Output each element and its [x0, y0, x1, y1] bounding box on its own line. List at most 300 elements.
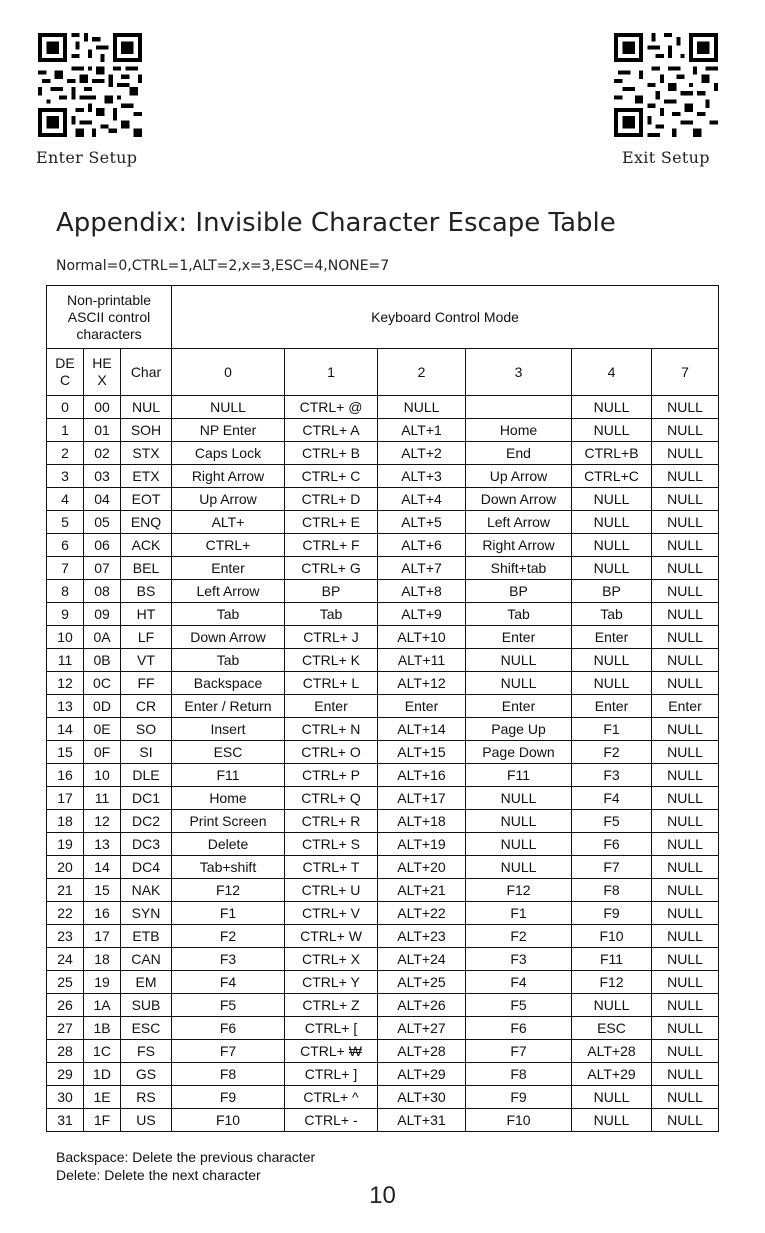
cell-dec: 11	[47, 649, 84, 672]
cell-char: ETB	[121, 925, 172, 948]
cell-dec: 30	[47, 1086, 84, 1109]
cell-mode-0: Right Arrow	[172, 465, 285, 488]
cell-mode-2: ALT+28	[378, 1040, 466, 1063]
cell-mode-7: NULL	[652, 511, 719, 534]
cell-dec: 14	[47, 718, 84, 741]
cell-mode-1: CTRL+ P	[285, 764, 378, 787]
cell-mode-3: End	[466, 442, 572, 465]
cell-char: DLE	[121, 764, 172, 787]
col-header-mode-1: 1	[285, 349, 378, 396]
cell-mode-1: CTRL+ Y	[285, 971, 378, 994]
cell-dec: 28	[47, 1040, 84, 1063]
cell-mode-4: F2	[572, 741, 652, 764]
cell-mode-0: ALT+	[172, 511, 285, 534]
cell-mode-4: NULL	[572, 534, 652, 557]
cell-mode-7: NULL	[652, 1109, 719, 1132]
cell-mode-7: NULL	[652, 488, 719, 511]
cell-mode-2: ALT+31	[378, 1109, 466, 1132]
cell-char: BEL	[121, 557, 172, 580]
cell-char: DC2	[121, 810, 172, 833]
cell-hex: 1A	[84, 994, 121, 1017]
cell-mode-0: Enter	[172, 557, 285, 580]
cell-mode-7: NULL	[652, 580, 719, 603]
cell-dec: 19	[47, 833, 84, 856]
cell-mode-1: CTRL+ [	[285, 1017, 378, 1040]
cell-mode-7: Enter	[652, 695, 719, 718]
cell-hex: 04	[84, 488, 121, 511]
cell-mode-3: F9	[466, 1086, 572, 1109]
cell-mode-4: F8	[572, 879, 652, 902]
table-row	[47, 534, 719, 557]
cell-mode-3: Page Down	[466, 741, 572, 764]
cell-mode-2: ALT+12	[378, 672, 466, 695]
cell-mode-1: CTRL+ S	[285, 833, 378, 856]
cell-mode-1: CTRL+ -	[285, 1109, 378, 1132]
cell-mode-7: NULL	[652, 833, 719, 856]
cell-mode-3: NULL	[466, 649, 572, 672]
cell-mode-0: F5	[172, 994, 285, 1017]
col-header-mode-2: 2	[378, 349, 466, 396]
cell-mode-0: NULL	[172, 396, 285, 419]
cell-mode-1: CTRL+ E	[285, 511, 378, 534]
cell-dec: 15	[47, 741, 84, 764]
table-row	[47, 695, 719, 718]
col-header-hex-text: HE X	[92, 355, 112, 388]
note-delete: Delete: Delete the next character	[56, 1167, 261, 1183]
cell-hex: 16	[84, 902, 121, 925]
cell-mode-3: Right Arrow	[466, 534, 572, 557]
cell-char: SI	[121, 741, 172, 764]
cell-mode-0: F11	[172, 764, 285, 787]
cell-mode-0: Backspace	[172, 672, 285, 695]
escape-table	[46, 285, 719, 1132]
cell-dec: 25	[47, 971, 84, 994]
cell-mode-7: NULL	[652, 626, 719, 649]
cell-mode-1: CTRL+ L	[285, 672, 378, 695]
cell-mode-1: CTRL+ Q	[285, 787, 378, 810]
cell-mode-2: ALT+23	[378, 925, 466, 948]
cell-mode-4: Tab	[572, 603, 652, 626]
cell-mode-4: NULL	[572, 1109, 652, 1132]
table-row	[47, 465, 719, 488]
table-row	[47, 833, 719, 856]
cell-char: FF	[121, 672, 172, 695]
cell-hex: 05	[84, 511, 121, 534]
cell-mode-4: CTRL+B	[572, 442, 652, 465]
cell-mode-7: NULL	[652, 1040, 719, 1063]
cell-mode-4: F12	[572, 971, 652, 994]
cell-hex: 06	[84, 534, 121, 557]
cell-mode-3: F7	[466, 1040, 572, 1063]
col-header-mode-0: 0	[172, 349, 285, 396]
cell-mode-0: Print Screen	[172, 810, 285, 833]
cell-char: DC4	[121, 856, 172, 879]
cell-mode-7: NULL	[652, 1086, 719, 1109]
cell-mode-0: F3	[172, 948, 285, 971]
cell-dec: 26	[47, 994, 84, 1017]
cell-char: DC1	[121, 787, 172, 810]
cell-hex: 01	[84, 419, 121, 442]
cell-char: NAK	[121, 879, 172, 902]
cell-mode-2: ALT+14	[378, 718, 466, 741]
table-row	[47, 672, 719, 695]
table-row	[47, 879, 719, 902]
table-row	[47, 741, 719, 764]
cell-mode-3: Shift+tab	[466, 557, 572, 580]
cell-mode-1: CTRL+ B	[285, 442, 378, 465]
cell-mode-1: CTRL+ C	[285, 465, 378, 488]
table-row	[47, 1063, 719, 1086]
cell-mode-2: ALT+6	[378, 534, 466, 557]
col-header-char: Char	[121, 349, 172, 396]
cell-mode-3: Tab	[466, 603, 572, 626]
cell-mode-4: NULL	[572, 419, 652, 442]
cell-hex: 10	[84, 764, 121, 787]
cell-hex: 0A	[84, 626, 121, 649]
enter-setup-qr-code	[38, 33, 142, 137]
table-row	[47, 580, 719, 603]
cell-hex: 15	[84, 879, 121, 902]
cell-char: DC3	[121, 833, 172, 856]
cell-mode-1: CTRL+ R	[285, 810, 378, 833]
cell-mode-7: NULL	[652, 879, 719, 902]
cell-mode-0: Up Arrow	[172, 488, 285, 511]
cell-mode-0: Tab	[172, 649, 285, 672]
table-row	[47, 856, 719, 879]
cell-mode-3	[466, 396, 572, 419]
cell-mode-2: ALT+30	[378, 1086, 466, 1109]
cell-mode-7: NULL	[652, 396, 719, 419]
cell-mode-7: NULL	[652, 534, 719, 557]
cell-mode-4: NULL	[572, 994, 652, 1017]
cell-mode-3: Home	[466, 419, 572, 442]
table-row	[47, 396, 719, 419]
cell-mode-3: F6	[466, 1017, 572, 1040]
cell-mode-2: Enter	[378, 695, 466, 718]
cell-mode-1: CTRL+ ₩	[285, 1040, 378, 1063]
cell-mode-1: CTRL+ D	[285, 488, 378, 511]
cell-hex: 0C	[84, 672, 121, 695]
cell-mode-2: ALT+4	[378, 488, 466, 511]
cell-char: FS	[121, 1040, 172, 1063]
page-title: Appendix: Invisible Character Escape Table	[56, 208, 616, 238]
cell-mode-7: NULL	[652, 764, 719, 787]
group-header-keyboard-mode: Keyboard Control Mode	[172, 286, 719, 349]
cell-mode-4: F11	[572, 948, 652, 971]
cell-dec: 5	[47, 511, 84, 534]
cell-mode-1: CTRL+ U	[285, 879, 378, 902]
cell-hex: 0F	[84, 741, 121, 764]
cell-mode-1: CTRL+ K	[285, 649, 378, 672]
col-header-hex	[84, 349, 121, 396]
cell-mode-1: BP	[285, 580, 378, 603]
cell-mode-7: NULL	[652, 925, 719, 948]
cell-char: CAN	[121, 948, 172, 971]
cell-mode-2: ALT+1	[378, 419, 466, 442]
cell-mode-0: F6	[172, 1017, 285, 1040]
cell-mode-4: F9	[572, 902, 652, 925]
cell-dec: 7	[47, 557, 84, 580]
cell-mode-2: ALT+27	[378, 1017, 466, 1040]
cell-mode-0: F9	[172, 1086, 285, 1109]
cell-mode-4: ALT+28	[572, 1040, 652, 1063]
group-header-ascii	[47, 286, 172, 349]
cell-mode-2: ALT+15	[378, 741, 466, 764]
cell-mode-7: NULL	[652, 1017, 719, 1040]
col-header-mode-7: 7	[652, 349, 719, 396]
cell-mode-2: ALT+22	[378, 902, 466, 925]
cell-hex: 1B	[84, 1017, 121, 1040]
cell-mode-3: NULL	[466, 856, 572, 879]
cell-dec: 24	[47, 948, 84, 971]
col-header-mode-3: 3	[466, 349, 572, 396]
cell-dec: 0	[47, 396, 84, 419]
cell-mode-1: CTRL+ O	[285, 741, 378, 764]
cell-dec: 21	[47, 879, 84, 902]
cell-mode-2: ALT+8	[378, 580, 466, 603]
cell-mode-1: CTRL+ N	[285, 718, 378, 741]
cell-char: BS	[121, 580, 172, 603]
cell-mode-3: F10	[466, 1109, 572, 1132]
note-backspace: Backspace: Delete the previous character	[56, 1149, 316, 1165]
cell-mode-2: ALT+17	[378, 787, 466, 810]
table-group-header-row	[47, 286, 719, 349]
cell-mode-0: F10	[172, 1109, 285, 1132]
cell-mode-4: NULL	[572, 488, 652, 511]
cell-mode-2: ALT+9	[378, 603, 466, 626]
cell-mode-0: Insert	[172, 718, 285, 741]
cell-dec: 16	[47, 764, 84, 787]
cell-mode-4: NULL	[572, 1086, 652, 1109]
table-row	[47, 925, 719, 948]
cell-mode-2: ALT+20	[378, 856, 466, 879]
cell-hex: 19	[84, 971, 121, 994]
cell-mode-3: NULL	[466, 833, 572, 856]
cell-mode-1: CTRL+ V	[285, 902, 378, 925]
cell-mode-2: ALT+2	[378, 442, 466, 465]
cell-mode-0: F7	[172, 1040, 285, 1063]
cell-char: STX	[121, 442, 172, 465]
cell-char: LF	[121, 626, 172, 649]
cell-mode-0: Down Arrow	[172, 626, 285, 649]
cell-mode-3: BP	[466, 580, 572, 603]
col-header-mode-4: 4	[572, 349, 652, 396]
cell-mode-2: ALT+16	[378, 764, 466, 787]
cell-char: VT	[121, 649, 172, 672]
col-header-dec-text: DE C	[55, 355, 75, 388]
cell-mode-2: ALT+29	[378, 1063, 466, 1086]
cell-char: CR	[121, 695, 172, 718]
cell-char: RS	[121, 1086, 172, 1109]
cell-dec: 8	[47, 580, 84, 603]
cell-hex: 1C	[84, 1040, 121, 1063]
cell-mode-0: F2	[172, 925, 285, 948]
col-header-dec	[47, 349, 84, 396]
cell-mode-3: F2	[466, 925, 572, 948]
cell-mode-0: Tab	[172, 603, 285, 626]
cell-mode-3: F12	[466, 879, 572, 902]
cell-hex: 1D	[84, 1063, 121, 1086]
table-row	[47, 419, 719, 442]
cell-mode-7: NULL	[652, 442, 719, 465]
cell-dec: 1	[47, 419, 84, 442]
cell-char: ACK	[121, 534, 172, 557]
cell-dec: 4	[47, 488, 84, 511]
cell-dec: 3	[47, 465, 84, 488]
table-row	[47, 511, 719, 534]
exit-setup-qr-code	[614, 33, 718, 137]
cell-mode-0: Enter / Return	[172, 695, 285, 718]
cell-mode-0: F4	[172, 971, 285, 994]
cell-mode-4: NULL	[572, 511, 652, 534]
cell-mode-3: NULL	[466, 810, 572, 833]
cell-mode-7: NULL	[652, 971, 719, 994]
cell-mode-4: F6	[572, 833, 652, 856]
cell-char: ENQ	[121, 511, 172, 534]
table-row	[47, 488, 719, 511]
cell-hex: 02	[84, 442, 121, 465]
cell-mode-2: ALT+11	[378, 649, 466, 672]
cell-char: ETX	[121, 465, 172, 488]
cell-mode-1: Tab	[285, 603, 378, 626]
table-row	[47, 603, 719, 626]
cell-mode-2: ALT+3	[378, 465, 466, 488]
cell-mode-3: Page Up	[466, 718, 572, 741]
cell-mode-4: Enter	[572, 626, 652, 649]
cell-dec: 20	[47, 856, 84, 879]
cell-mode-3: F4	[466, 971, 572, 994]
cell-mode-7: NULL	[652, 902, 719, 925]
cell-mode-3: Enter	[466, 695, 572, 718]
cell-dec: 18	[47, 810, 84, 833]
cell-mode-0: Left Arrow	[172, 580, 285, 603]
table-row	[47, 442, 719, 465]
table-row	[47, 971, 719, 994]
cell-mode-2: ALT+21	[378, 879, 466, 902]
cell-mode-1: CTRL+ T	[285, 856, 378, 879]
cell-mode-3: NULL	[466, 672, 572, 695]
cell-mode-4: CTRL+C	[572, 465, 652, 488]
table-row	[47, 1017, 719, 1040]
cell-mode-1: CTRL+ X	[285, 948, 378, 971]
cell-mode-2: ALT+7	[378, 557, 466, 580]
cell-char: SYN	[121, 902, 172, 925]
cell-mode-3: F11	[466, 764, 572, 787]
cell-char: SUB	[121, 994, 172, 1017]
cell-mode-2: ALT+18	[378, 810, 466, 833]
cell-mode-1: CTRL+ Z	[285, 994, 378, 1017]
cell-hex: 07	[84, 557, 121, 580]
cell-mode-3: Up Arrow	[466, 465, 572, 488]
cell-char: US	[121, 1109, 172, 1132]
cell-mode-4: BP	[572, 580, 652, 603]
cell-mode-3: Down Arrow	[466, 488, 572, 511]
cell-mode-4: NULL	[572, 396, 652, 419]
cell-dec: 31	[47, 1109, 84, 1132]
cell-mode-0: NP Enter	[172, 419, 285, 442]
cell-mode-7: NULL	[652, 787, 719, 810]
cell-hex: 00	[84, 396, 121, 419]
cell-mode-2: ALT+19	[378, 833, 466, 856]
cell-mode-7: NULL	[652, 649, 719, 672]
table-row	[47, 557, 719, 580]
cell-hex: 09	[84, 603, 121, 626]
cell-char: SOH	[121, 419, 172, 442]
exit-setup-label: Exit Setup	[622, 148, 710, 167]
cell-mode-7: NULL	[652, 1063, 719, 1086]
notes	[56, 1148, 315, 1184]
cell-mode-2: ALT+24	[378, 948, 466, 971]
cell-hex: 0B	[84, 649, 121, 672]
table-row	[47, 718, 719, 741]
cell-mode-4: NULL	[572, 672, 652, 695]
cell-mode-4: Enter	[572, 695, 652, 718]
table-row	[47, 810, 719, 833]
cell-mode-4: F4	[572, 787, 652, 810]
table-row	[47, 1109, 719, 1132]
cell-dec: 13	[47, 695, 84, 718]
cell-mode-4: F1	[572, 718, 652, 741]
cell-mode-7: NULL	[652, 465, 719, 488]
cell-char: GS	[121, 1063, 172, 1086]
cell-mode-0: F8	[172, 1063, 285, 1086]
cell-mode-7: NULL	[652, 948, 719, 971]
cell-mode-3: F1	[466, 902, 572, 925]
table-row	[47, 902, 719, 925]
cell-mode-1: CTRL+ A	[285, 419, 378, 442]
cell-mode-7: NULL	[652, 557, 719, 580]
cell-mode-4: F3	[572, 764, 652, 787]
cell-mode-3: F8	[466, 1063, 572, 1086]
cell-dec: 23	[47, 925, 84, 948]
cell-mode-2: ALT+5	[378, 511, 466, 534]
cell-mode-4: NULL	[572, 649, 652, 672]
cell-mode-1: CTRL+ F	[285, 534, 378, 557]
cell-char: SO	[121, 718, 172, 741]
table-column-header-row	[47, 349, 719, 396]
cell-mode-3: Enter	[466, 626, 572, 649]
page-number: 10	[369, 1182, 396, 1209]
cell-mode-4: NULL	[572, 557, 652, 580]
cell-mode-2: ALT+25	[378, 971, 466, 994]
enter-setup-label: Enter Setup	[36, 148, 138, 167]
cell-mode-0: F1	[172, 902, 285, 925]
cell-mode-4: ALT+29	[572, 1063, 652, 1086]
cell-hex: 1E	[84, 1086, 121, 1109]
cell-mode-1: CTRL+ W	[285, 925, 378, 948]
cell-mode-2: NULL	[378, 396, 466, 419]
cell-hex: 17	[84, 925, 121, 948]
cell-char: EM	[121, 971, 172, 994]
cell-mode-7: NULL	[652, 810, 719, 833]
cell-char: ESC	[121, 1017, 172, 1040]
cell-dec: 10	[47, 626, 84, 649]
cell-hex: 08	[84, 580, 121, 603]
mode-legend: Normal=0,CTRL=1,ALT=2,x=3,ESC=4,NONE=7	[56, 258, 390, 274]
cell-mode-1: CTRL+ J	[285, 626, 378, 649]
cell-mode-7: NULL	[652, 419, 719, 442]
cell-dec: 12	[47, 672, 84, 695]
cell-mode-1: CTRL+ @	[285, 396, 378, 419]
cell-mode-7: NULL	[652, 994, 719, 1017]
cell-dec: 2	[47, 442, 84, 465]
cell-mode-7: NULL	[652, 718, 719, 741]
cell-mode-0: Delete	[172, 833, 285, 856]
table-row	[47, 764, 719, 787]
cell-hex: 14	[84, 856, 121, 879]
cell-char: HT	[121, 603, 172, 626]
cell-mode-0: CTRL+	[172, 534, 285, 557]
